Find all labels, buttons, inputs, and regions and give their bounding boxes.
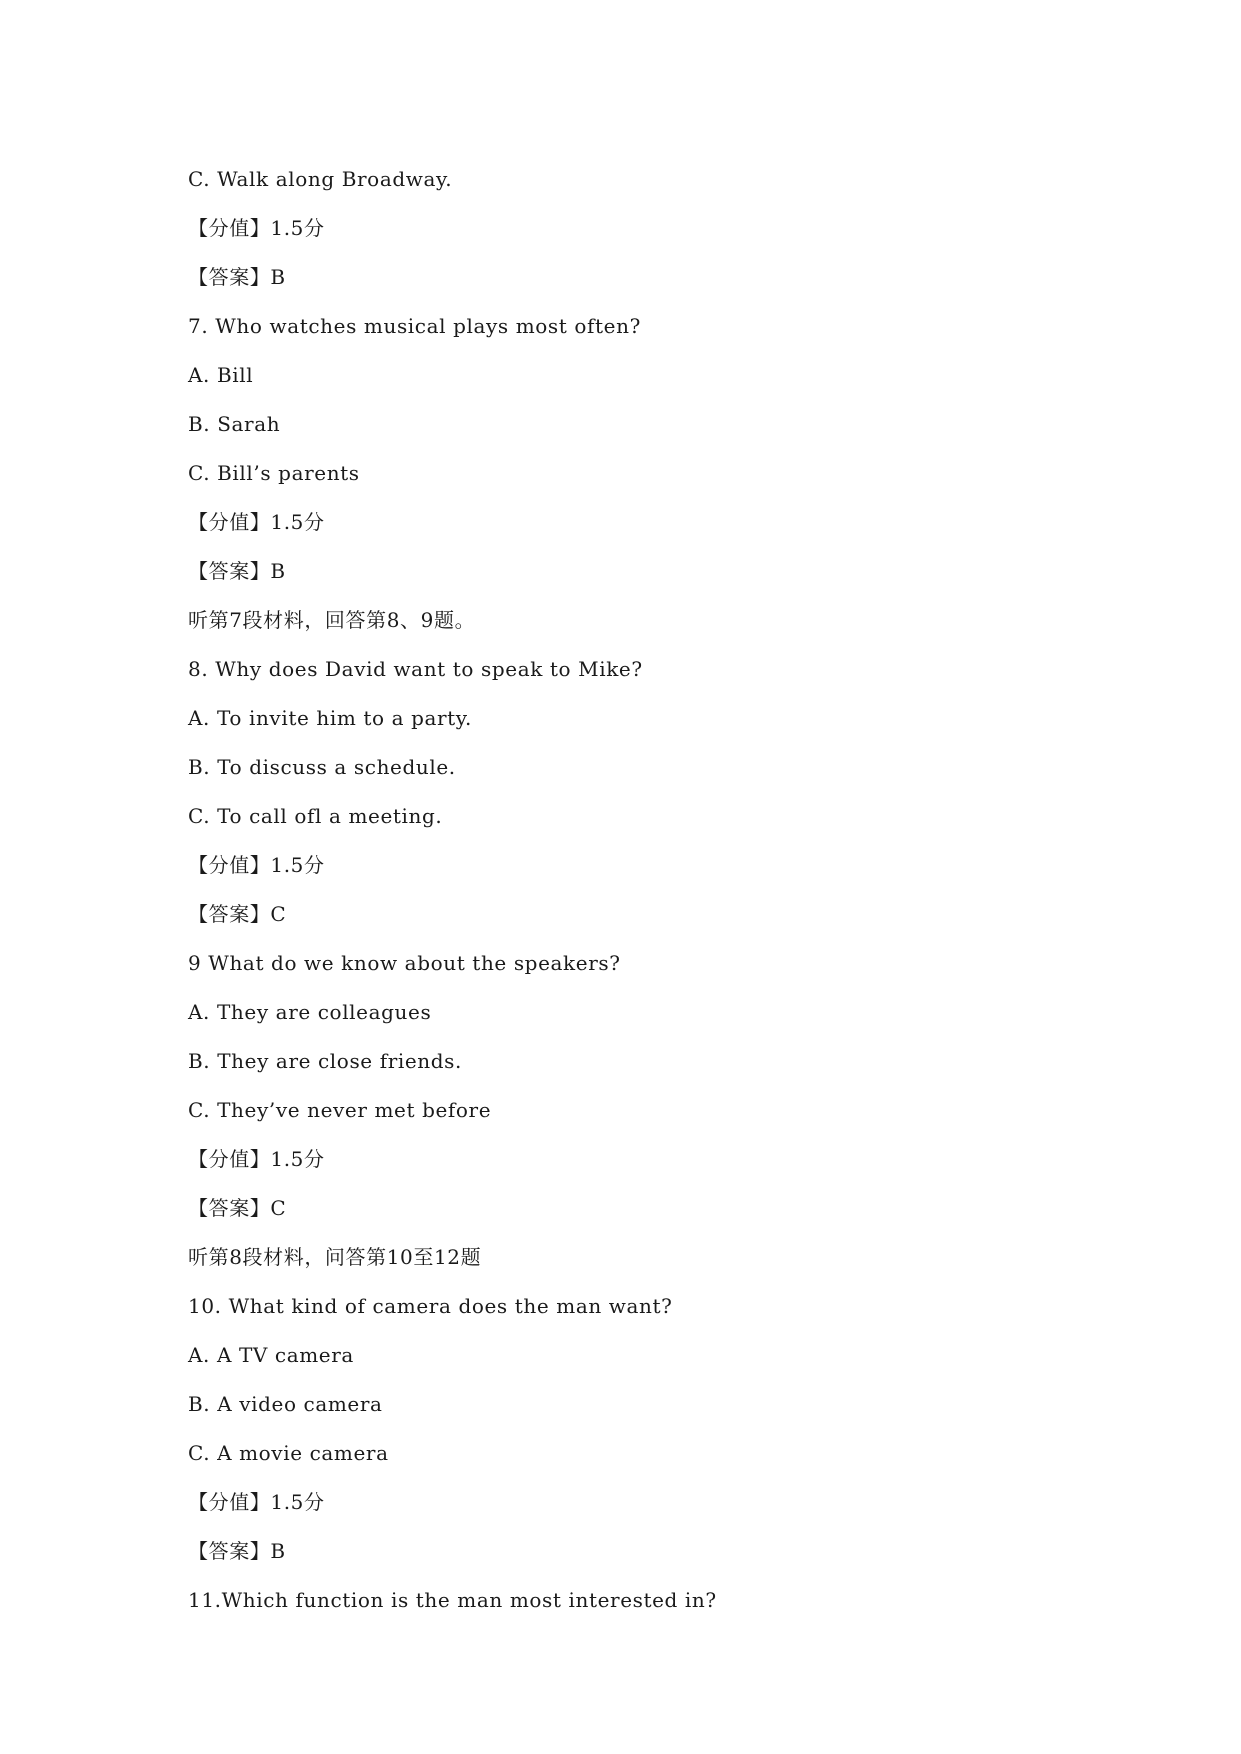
- q7-score: 【分值】1.5分: [188, 510, 325, 534]
- q7-option-a: A. Bill: [188, 363, 254, 387]
- q10-score: 【分值】1.5分: [188, 1490, 325, 1514]
- q7-option-b: B. Sarah: [188, 412, 281, 436]
- q9-option-b: B. They are close friends.: [188, 1049, 462, 1073]
- q6-option-c: C. Walk along Broadway.: [188, 167, 453, 191]
- q8-question: 8. Why does David want to speak to Mike?: [188, 657, 643, 681]
- q10-option-c: C. A movie camera: [188, 1441, 389, 1465]
- q6-score: 【分值】1.5分: [188, 216, 325, 240]
- q10-option-b: B. A video camera: [188, 1392, 383, 1416]
- q9-option-a: A. They are colleagues: [188, 1000, 432, 1024]
- q8-option-b: B. To discuss a schedule.: [188, 755, 456, 779]
- q9-answer: 【答案】C: [188, 1196, 287, 1220]
- q11-question: 11.Which function is the man most interested in?: [188, 1588, 717, 1612]
- q8-score: 【分值】1.5分: [188, 853, 325, 877]
- q7-question: 7. Who watches musical plays most often?: [188, 314, 641, 338]
- q10-answer: 【答案】B: [188, 1539, 286, 1563]
- q7-answer: 【答案】B: [188, 559, 286, 583]
- q10-option-a: A. A TV camera: [188, 1343, 354, 1367]
- q9-score: 【分值】1.5分: [188, 1147, 325, 1171]
- document-body: [188, 155, 1168, 1625]
- q7-option-c: C. Bill’s parents: [188, 461, 360, 485]
- q9-question: 9 What do we know about the speakers?: [188, 951, 621, 975]
- q8-option-a: A. To invite him to a party.: [188, 706, 472, 730]
- q8-option-c: C. To call ofl a meeting.: [188, 804, 443, 828]
- q8-answer: 【答案】C: [188, 902, 287, 926]
- q9-option-c: C. They’ve never met before: [188, 1098, 492, 1122]
- section-7-instruction: 听第7段材料，回答第8、9题。: [188, 608, 476, 632]
- q10-question: 10. What kind of camera does the man want?: [188, 1294, 673, 1318]
- section-8-instruction: 听第8段材料，问答第10至12题: [188, 1245, 482, 1269]
- q6-answer: 【答案】B: [188, 265, 286, 289]
